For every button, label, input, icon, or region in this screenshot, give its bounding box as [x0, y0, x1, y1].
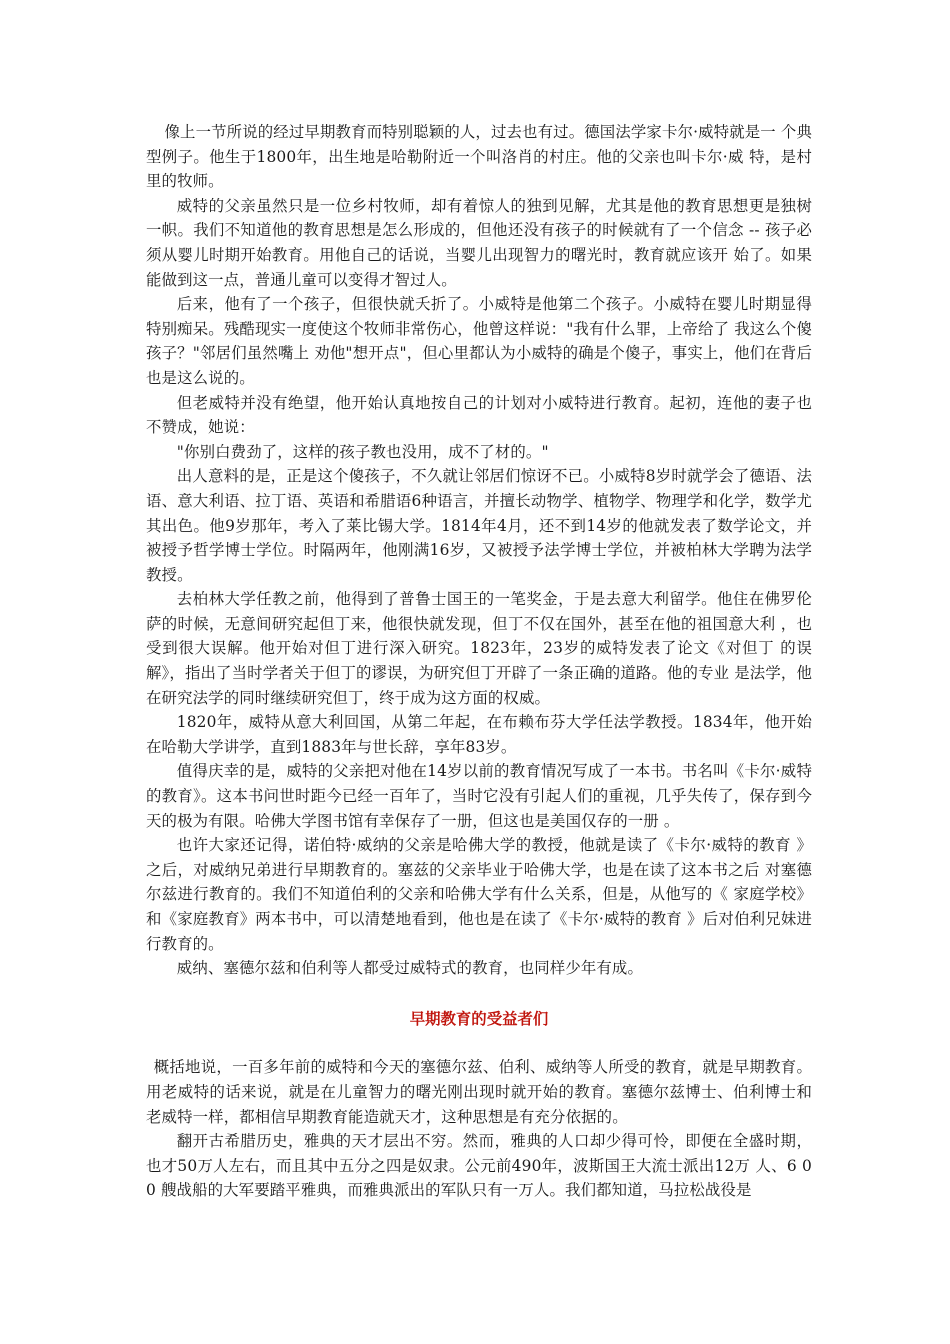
paragraph: 翻开古希腊历史，雅典的天才层出不穷。然而，雅典的人口却少得可怜，即便在全盛时期，也才50万人左右，而且其中五分之四是奴隶。公元前490年，波斯国王大流士派出12万 人、6 00 艘战船的大军要踏平雅典，而雅典派出的军队只有一万人。我们都知道，马拉松战役是	[146, 1132, 812, 1200]
paragraph: 但老威特并没有绝望，他开始认真地按自己的计划对小威特进行教育。起初，连他的妻子也 不赞成，她说：	[146, 393, 812, 437]
paragraph: 像上一节所说的经过早期教育而特别聪颖的人，过去也有过。德国法学家卡尔·威特就是一 个典型例子。他生于1800年，出生地是哈勒附近一个叫洛肖的村庄。他的父亲也叫卡尔·威 特，是村里的牧师。	[146, 123, 812, 191]
paragraph: 威特的父亲虽然只是一位乡村牧师，却有着惊人的独到见解，尤其是他的教育思想更是独树 一帜。我们不知道他的教育思想是怎么形成的，但他还没有孩子的时候就有了一个信念 -- 孩子必须从婴儿时期开始教育。用他自己的话说，当婴儿出现智力的曙光时，教育就应该开 始了。如果能做到这一点，普通儿童可以变得才智过人。	[146, 196, 812, 289]
paragraph: 去柏林大学任教之前，他得到了普鲁士国王的一笔奖金，于是去意大利留学。他住在佛罗伦 萨的时候，无意间研究起但丁来，他很快就发现，但丁不仅在国外，甚至在他的祖国意大利 ，也受到很大误解。他开始对但丁进行深入研究。1823年，23岁的威特发表了论文《对但丁 的误解》，指出了当时学者关于但丁的谬误，为研究但丁开辟了一条正确的道路。他的专业 是法学，他在研究法学的同时继续研究但丁，终于成为这方面的权威。	[146, 590, 812, 707]
document-page	[146, 120, 812, 1203]
quoted-paragraph: "你别白费劲了，这样的孩子教也没用，成不了材的。"	[176, 442, 549, 461]
paragraph: 也许大家还记得，诺伯特·威纳的父亲是哈佛大学的教授，他就是读了《卡尔·威特的教育 》之后，对威纳兄弟进行早期教育的。塞兹的父亲毕业于哈佛大学，也是在读了这本书之后 对塞德尔兹进行教育的。我们不知道伯利的父亲和哈佛大学有什么关系，但是，从他写的《 家庭学校》和《家庭教育》两本书中，可以清楚地看到，他也是在读了《卡尔·威特的教育 》后对伯利兄妹进行教育的。	[146, 836, 812, 953]
paragraph: 1820年，威特从意大利回国，从第二年起，在布赖布芬大学任法学教授。1834年，他开始在哈勒大学讲学，直到1883年与世长辞，享年83岁。	[146, 713, 812, 756]
paragraph: 概括地说，一百多年前的威特和今天的塞德尔兹、伯利、威纳等人所受的教育，就是早期教育。用老威特的话来说，就是在儿童智力的曙光刚出现时就开始的教育。塞德尔兹博士、伯利博士和老威特一样，都相信早期教育能造就天才，这种思想是有充分依据的。	[146, 1058, 812, 1126]
paragraph: 威纳、塞德尔兹和伯利等人都受过威特式的教育，也同样少年有成。	[176, 959, 644, 978]
paragraph: 出人意料的是，正是这个傻孩子，不久就让邻居们惊讶不已。小威特8岁时就学会了德语、法语、意大利语、拉丁语、英语和希腊语6种语言，并擅长动物学、植物学、物理学和化学，数学尤其出色。他9岁那年，考入了莱比锡大学。1814年4月，还不到14岁的他就发表了数学论文，并被授予哲学博士学位。时隔两年，他刚满16岁，又被授予法学博士学位，并被柏林大学聘为法学教授。	[146, 467, 812, 584]
section-title: 早期教育的受益者们	[409, 1009, 549, 1028]
paragraph: 后来，他有了一个孩子，但很快就夭折了。小威特是他第二个孩子。小威特在婴儿时期显得特别痴呆。残酷现实一度使这个牧师非常伤心，他曾这样说："我有什么罪，上帝给了 我这么个傻孩子？"邻居们虽然嘴上 劝他"想开点"，但心里都认为小威特的确是个傻子，事实上，他们在背后也是这么说的。	[146, 295, 812, 387]
paragraph: 值得庆幸的是，威特的父亲把对他在14岁以前的教育情况写成了一本书。书名叫《卡尔·威特的教育》。这本书问世时距今已经一百年了，当时它没有引起人们的重视，几乎失传了，保存到今天的极为有限。哈佛大学图书馆有幸保存了一册，但这也是美国仅存的一册 。	[146, 762, 812, 830]
